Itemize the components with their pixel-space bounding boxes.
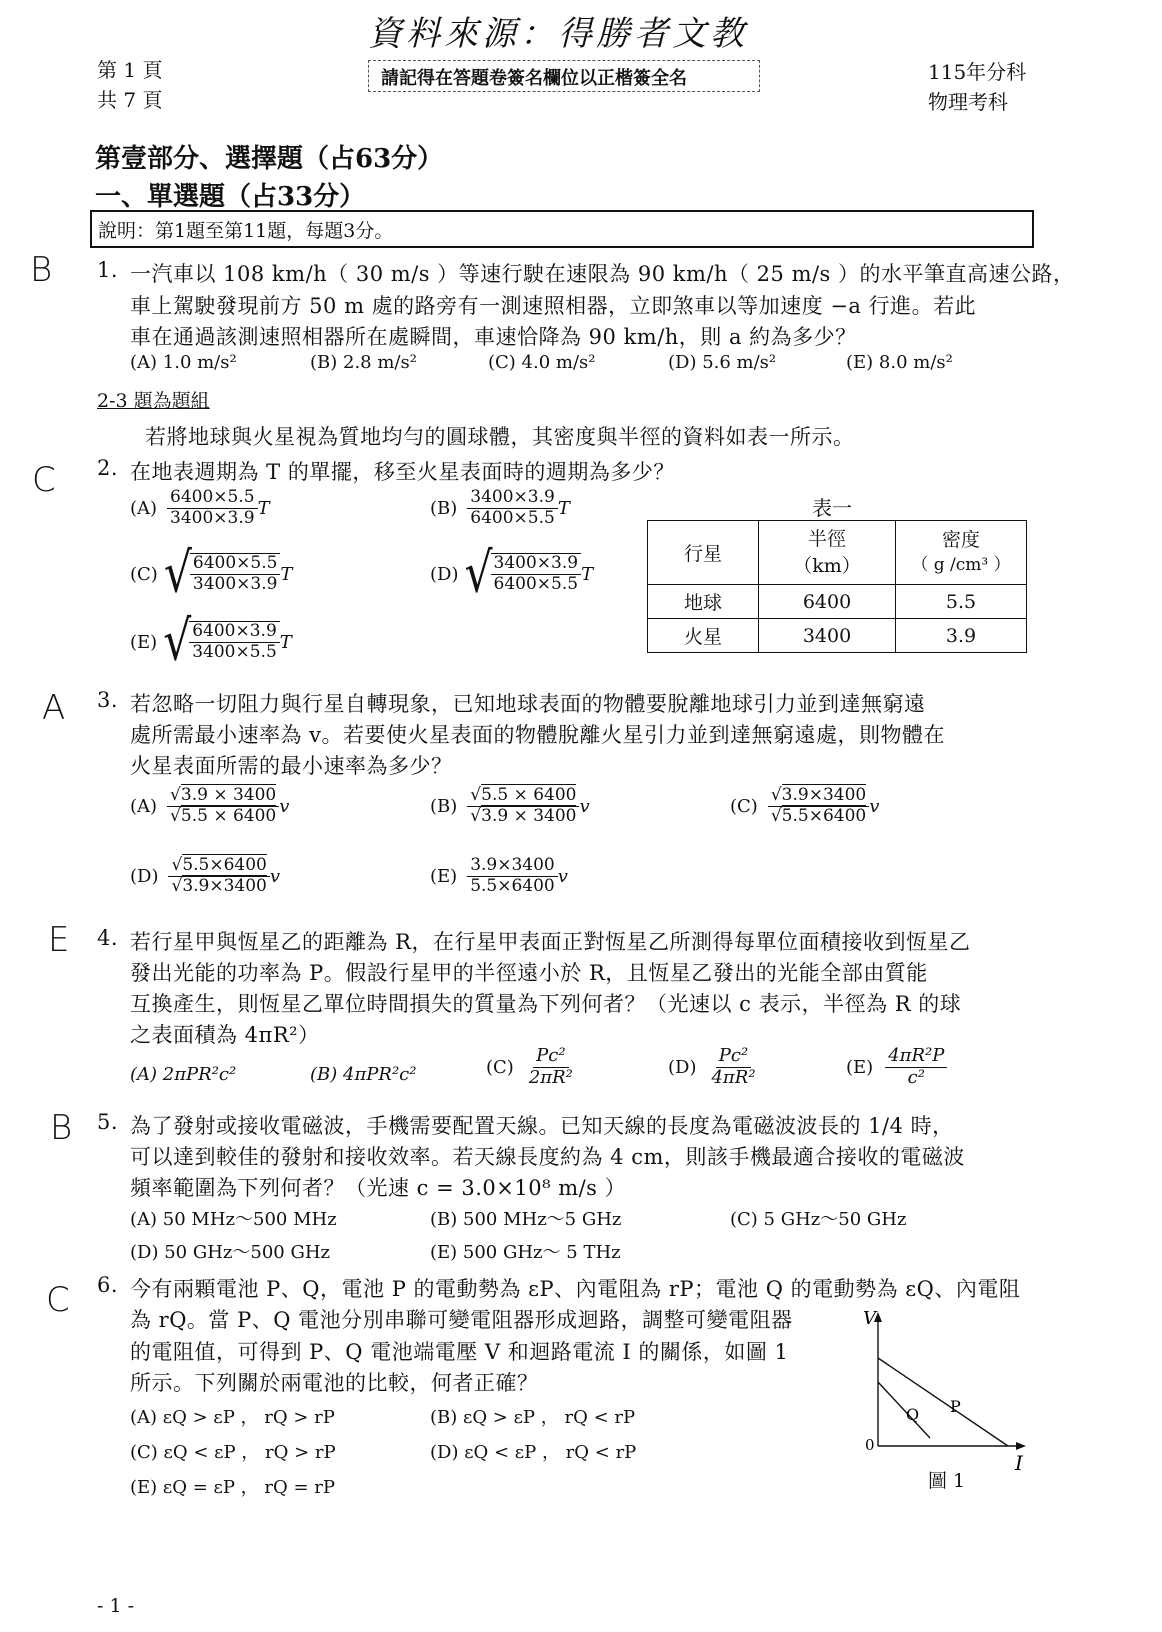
q2-c-var: T — [280, 563, 293, 585]
q6-number: 6. — [97, 1273, 119, 1297]
q1-option-a: (A) 1.0 m/s² — [130, 352, 237, 373]
figure1-y-label: V — [863, 1310, 876, 1329]
answer-mark-4: E — [48, 920, 70, 960]
q2-option-a-label: (A) — [130, 497, 158, 519]
q4-option-d-label: (D) — [668, 1056, 697, 1078]
q3-option-b: (B) $\frac{√5.5 \times 6400}{√3.9 \times 3400}$ v — [430, 785, 590, 826]
q4-c-denominator: 2πR² — [528, 1066, 573, 1088]
figure1-caption: 圖 1 — [928, 1470, 966, 1492]
q6-option-d: (D) εQ < εP ， rQ < rP — [430, 1442, 637, 1463]
q3-line-1: 若忽略一切阻力與行星自轉現象，已知地球表面的物體要脫離地球引力並到達無窮遠 — [130, 692, 926, 716]
q2-option-b — [430, 488, 570, 528]
q4-option-c — [486, 1046, 576, 1088]
table1-cell-planet: 火星 — [648, 619, 759, 653]
q2-e-numerator: 6400×3.9 — [189, 622, 280, 643]
q2-option-b-label: (B) — [430, 497, 458, 519]
q2-c-denominator: 3400×3.9 — [192, 574, 278, 594]
q2-option-e: (E) √ $\frac{6400\times 3.9}{3400\times 5.5}$ T — [130, 609, 292, 674]
q1-option-c: (C) 4.0 m/s² — [488, 352, 596, 373]
q6-line-3: 的電阻值，可得到 P、Q 電池端電壓 V 和迴路電流 I 的關係，如圖 1 — [130, 1340, 789, 1364]
q2-option-a — [130, 488, 270, 528]
q2-a-numerator: 6400×5.5 — [167, 488, 258, 509]
table1-density-unit: （ g /cm³ ） — [911, 554, 1011, 575]
q2-option-d: (D) √ $\frac{3400\times 3.9}{6400\times 5.5}$ T — [430, 541, 594, 606]
q4-line-1: 若行星甲與恆星乙的距離為 R，在行星甲表面正對恆星乙所測得每單位面積接收到恆星乙 — [130, 930, 971, 954]
sub-title: 一、單選題（占33分） — [95, 182, 366, 212]
table-row — [648, 585, 1027, 619]
q2-a-denominator: 3400×3.9 — [170, 507, 255, 528]
q3-a-denominator: 5.5 × 6400 — [180, 805, 277, 826]
q3-option-c: (C) $\frac{√3.9\times 3400}{√5.5\times 6400}$ v — [730, 785, 880, 826]
q6-line-1: 今有兩顆電池 P、Q，電池 P 的電動勢為 εP、內電阻為 rP；電池 Q 的電動勢為 εQ、內電阻 — [130, 1277, 1021, 1301]
q3-b-numerator: 5.5 × 6400 — [481, 785, 577, 805]
q2-number: 2. — [97, 456, 119, 480]
table1 — [647, 520, 1027, 653]
q2-option-d-label: (D) — [430, 563, 459, 585]
q5-line-3: 頻率範圍為下列何者？（光速 c = 3.0×10⁸ m/s ） — [130, 1176, 627, 1200]
q3-option-e-label: (E) — [430, 865, 458, 887]
q2-d-denominator: 6400×5.5 — [493, 574, 579, 594]
q2-stem: 在地表週期為 T 的單擺，移至火星表面時的週期為多少？ — [130, 460, 675, 484]
q5-option-e: (E) 500 GHz～ 5 THz — [430, 1242, 621, 1263]
q3-b-var: v — [579, 795, 590, 817]
table1-header-density — [896, 521, 1027, 585]
table1-radius-label: 半徑 — [807, 527, 846, 550]
q4-line-4: 之表面積為 4πR²） — [130, 1023, 320, 1047]
q5-option-c: (C) 5 GHz～50 GHz — [730, 1209, 907, 1230]
q3-d-denominator: 3.9×3400 — [182, 875, 267, 896]
figure1-origin: 0 — [865, 1436, 875, 1454]
q1-line-2: 車上駕駛發現前方 50 m 處的路旁有一測速照相器，立即煞車以等加速度 −a 行進。若此 — [130, 294, 977, 318]
q1-option-d: (D) 5.6 m/s² — [668, 352, 777, 373]
q3-option-a: (A) $\frac{√3.9 \times 3400}{√5.5 \times 6400}$ v — [130, 785, 290, 826]
answer-mark-6: C — [46, 1280, 70, 1320]
q4-option-c-label: (C) — [486, 1056, 514, 1078]
q4-option-e-label: (E) — [846, 1056, 874, 1078]
q5-line-2: 可以達到較佳的發射和接收效率。若天線長度約為 4 cm，則該手機最適合接收的電磁波 — [130, 1145, 965, 1169]
q3-line-2: 處所需最小速率為 v。若要使火星表面的物體脫離火星引力並到達無窮遠處，則物體在 — [130, 723, 946, 747]
figure1-x-arrow — [1016, 1442, 1026, 1450]
table1-caption: 表一 — [812, 496, 852, 520]
figure1-line-q — [878, 1382, 930, 1438]
table1-cell-planet: 地球 — [648, 585, 759, 619]
q3-option-e — [430, 856, 568, 896]
question-group-label: 2-3 題為題組 — [97, 390, 210, 412]
q5-number: 5. — [97, 1110, 119, 1134]
q3-e-numerator: 3.9×3400 — [467, 856, 558, 877]
answer-mark-5: B — [50, 1108, 73, 1148]
q3-option-d: (D) $\frac{√5.5\times 6400}{√3.9\times 3400}$ v — [130, 855, 281, 896]
q2-b-var: T — [557, 497, 570, 519]
figure1-label-p: P — [950, 1397, 961, 1416]
q3-option-b-label: (B) — [430, 795, 458, 817]
q4-option-e — [846, 1046, 947, 1088]
q6-line-4: 所示。下列關於兩電池的比較，何者正確？ — [130, 1371, 539, 1395]
q4-d-numerator: Pc² — [716, 1046, 751, 1068]
q6-option-c: (C) εQ < εP ， rQ > rP — [130, 1442, 336, 1463]
table1-header-radius — [759, 521, 896, 585]
figure1-label-q: Q — [906, 1405, 920, 1424]
q3-d-numerator: 5.5×6400 — [182, 855, 267, 875]
answer-mark-1: B — [30, 250, 53, 290]
figure1-vi-graph — [860, 1310, 1040, 1485]
question-group-intro: 若將地球與火星視為質地均勻的圓球體，其密度與半徑的資料如表一所示。 — [145, 425, 855, 449]
q4-line-3: 互換產生，則恆星乙單位時間損失的質量為下列何者？（光速以 c 表示，半徑為 R 的球 — [130, 992, 962, 1016]
q2-d-numerator: 3400×3.9 — [491, 554, 582, 575]
page-total: 共 7 頁 — [97, 88, 163, 112]
q2-option-c: (C) √ $\frac{6400\times 5.5}{3400\times 3.9}$ T — [130, 541, 293, 606]
q2-b-numerator: 3400×3.9 — [467, 488, 558, 509]
q4-e-denominator: c² — [907, 1066, 925, 1088]
q4-number: 4. — [97, 926, 119, 950]
q3-c-numerator: 3.9×3400 — [781, 785, 867, 805]
q3-number: 3. — [97, 688, 119, 712]
instruction-text: 說明：第1題至第11題，每題3分。 — [98, 220, 394, 242]
q3-b-denominator: 3.9 × 3400 — [481, 805, 577, 826]
q4-line-2: 發出光能的功率為 P。假設行星甲的半徑遠小於 R，且恆星乙發出的光能全部由質能 — [130, 961, 928, 985]
page-footer: - 1 - — [97, 1595, 135, 1617]
q4-option-d — [668, 1046, 759, 1088]
q3-d-var: v — [269, 865, 281, 887]
q1-option-b: (B) 2.8 m/s² — [310, 352, 417, 373]
q3-c-denominator: 5.5×6400 — [781, 805, 867, 826]
table1-cell-density: 5.5 — [896, 585, 1027, 619]
q5-option-a: (A) 50 MHz～500 MHz — [130, 1209, 337, 1230]
answer-mark-2: C — [32, 460, 56, 500]
q2-c-numerator: 6400×5.5 — [190, 554, 281, 575]
q3-line-3: 火星表面所需的最小速率為多少？ — [130, 754, 453, 778]
q2-a-var: T — [257, 497, 270, 519]
q3-e-var: v — [557, 865, 568, 887]
answer-mark-3: A — [42, 688, 66, 728]
q1-option-e: (E) 8.0 m/s² — [846, 352, 953, 373]
q5-option-b: (B) 500 MHz～5 GHz — [430, 1209, 622, 1230]
q1-line-3: 車在通過該測速照相器所在處瞬間，車速恰降為 90 km/h，則 a 約為多少？ — [130, 325, 857, 349]
table1-density-label: 密度 — [941, 529, 980, 552]
q3-option-c-label: (C) — [730, 795, 758, 817]
q4-option-a: (A) 2πPR²c² — [130, 1064, 237, 1085]
part-title: 第壹部分、選擇題（占63分） — [95, 144, 444, 174]
q6-option-a: (A) εQ > εP ， rQ > rP — [130, 1407, 335, 1428]
q3-c-var: v — [869, 795, 880, 817]
q2-e-denominator: 3400×5.5 — [192, 642, 277, 662]
exam-year: 115年分科 — [928, 60, 1027, 84]
figure1-x-label: I — [1015, 1451, 1023, 1475]
q1-number: 1. — [97, 258, 119, 282]
q3-e-denominator: 5.5×6400 — [470, 875, 555, 896]
q6-option-b: (B) εQ > εP ， rQ < rP — [430, 1407, 636, 1428]
q4-c-numerator: Pc² — [533, 1046, 568, 1068]
q2-d-var: T — [581, 563, 594, 585]
q6-line-2: 為 rQ。當 P、Q 電池分別串聯可變電阻器形成迴路，調整可變電阻器 — [130, 1308, 793, 1332]
q3-a-var: v — [279, 795, 290, 817]
q2-b-denominator: 6400×5.5 — [470, 507, 555, 528]
table1-cell-density: 3.9 — [896, 619, 1027, 653]
q5-option-d: (D) 50 GHz～500 GHz — [130, 1242, 331, 1263]
q2-option-c-label: (C) — [130, 563, 158, 585]
q3-option-a-label: (A) — [130, 795, 158, 817]
q1-line-1: 一汽車以 108 km/h（ 30 m/s ）等速行駛在速限為 90 km/h（ 25 m/s ）的水平筆直高速公路， — [130, 262, 1075, 286]
table1-radius-unit: （km） — [793, 554, 861, 577]
table1-cell-radius: 3400 — [759, 619, 896, 653]
q4-e-numerator: 4πR²P — [885, 1046, 947, 1068]
exam-subject: 物理考科 — [928, 90, 1008, 114]
q2-option-e-label: (E) — [130, 631, 158, 653]
table1-cell-radius: 6400 — [759, 585, 896, 619]
q6-option-e: (E) εQ = εP ， rQ = rP — [130, 1477, 335, 1498]
q2-e-var: T — [279, 631, 292, 653]
signature-notice: 請記得在答題卷簽名欄位以正楷簽全名 — [381, 68, 687, 89]
table1-header-planet: 行星 — [648, 521, 759, 585]
q4-option-b: (B) 4πPR²c² — [310, 1064, 417, 1085]
q3-option-d-label: (D) — [130, 865, 159, 887]
q5-line-1: 為了發射或接收電磁波，手機需要配置天線。已知天線的長度為電磁波波長的 1/4 時， — [130, 1114, 954, 1138]
q3-a-numerator: 3.9 × 3400 — [180, 785, 277, 805]
table-row — [648, 619, 1027, 653]
page-number: 第 1 頁 — [97, 58, 163, 82]
handwritten-source-note: 資料來源：得勝者文教 — [368, 14, 748, 54]
q4-d-denominator: 4πR² — [711, 1066, 756, 1088]
